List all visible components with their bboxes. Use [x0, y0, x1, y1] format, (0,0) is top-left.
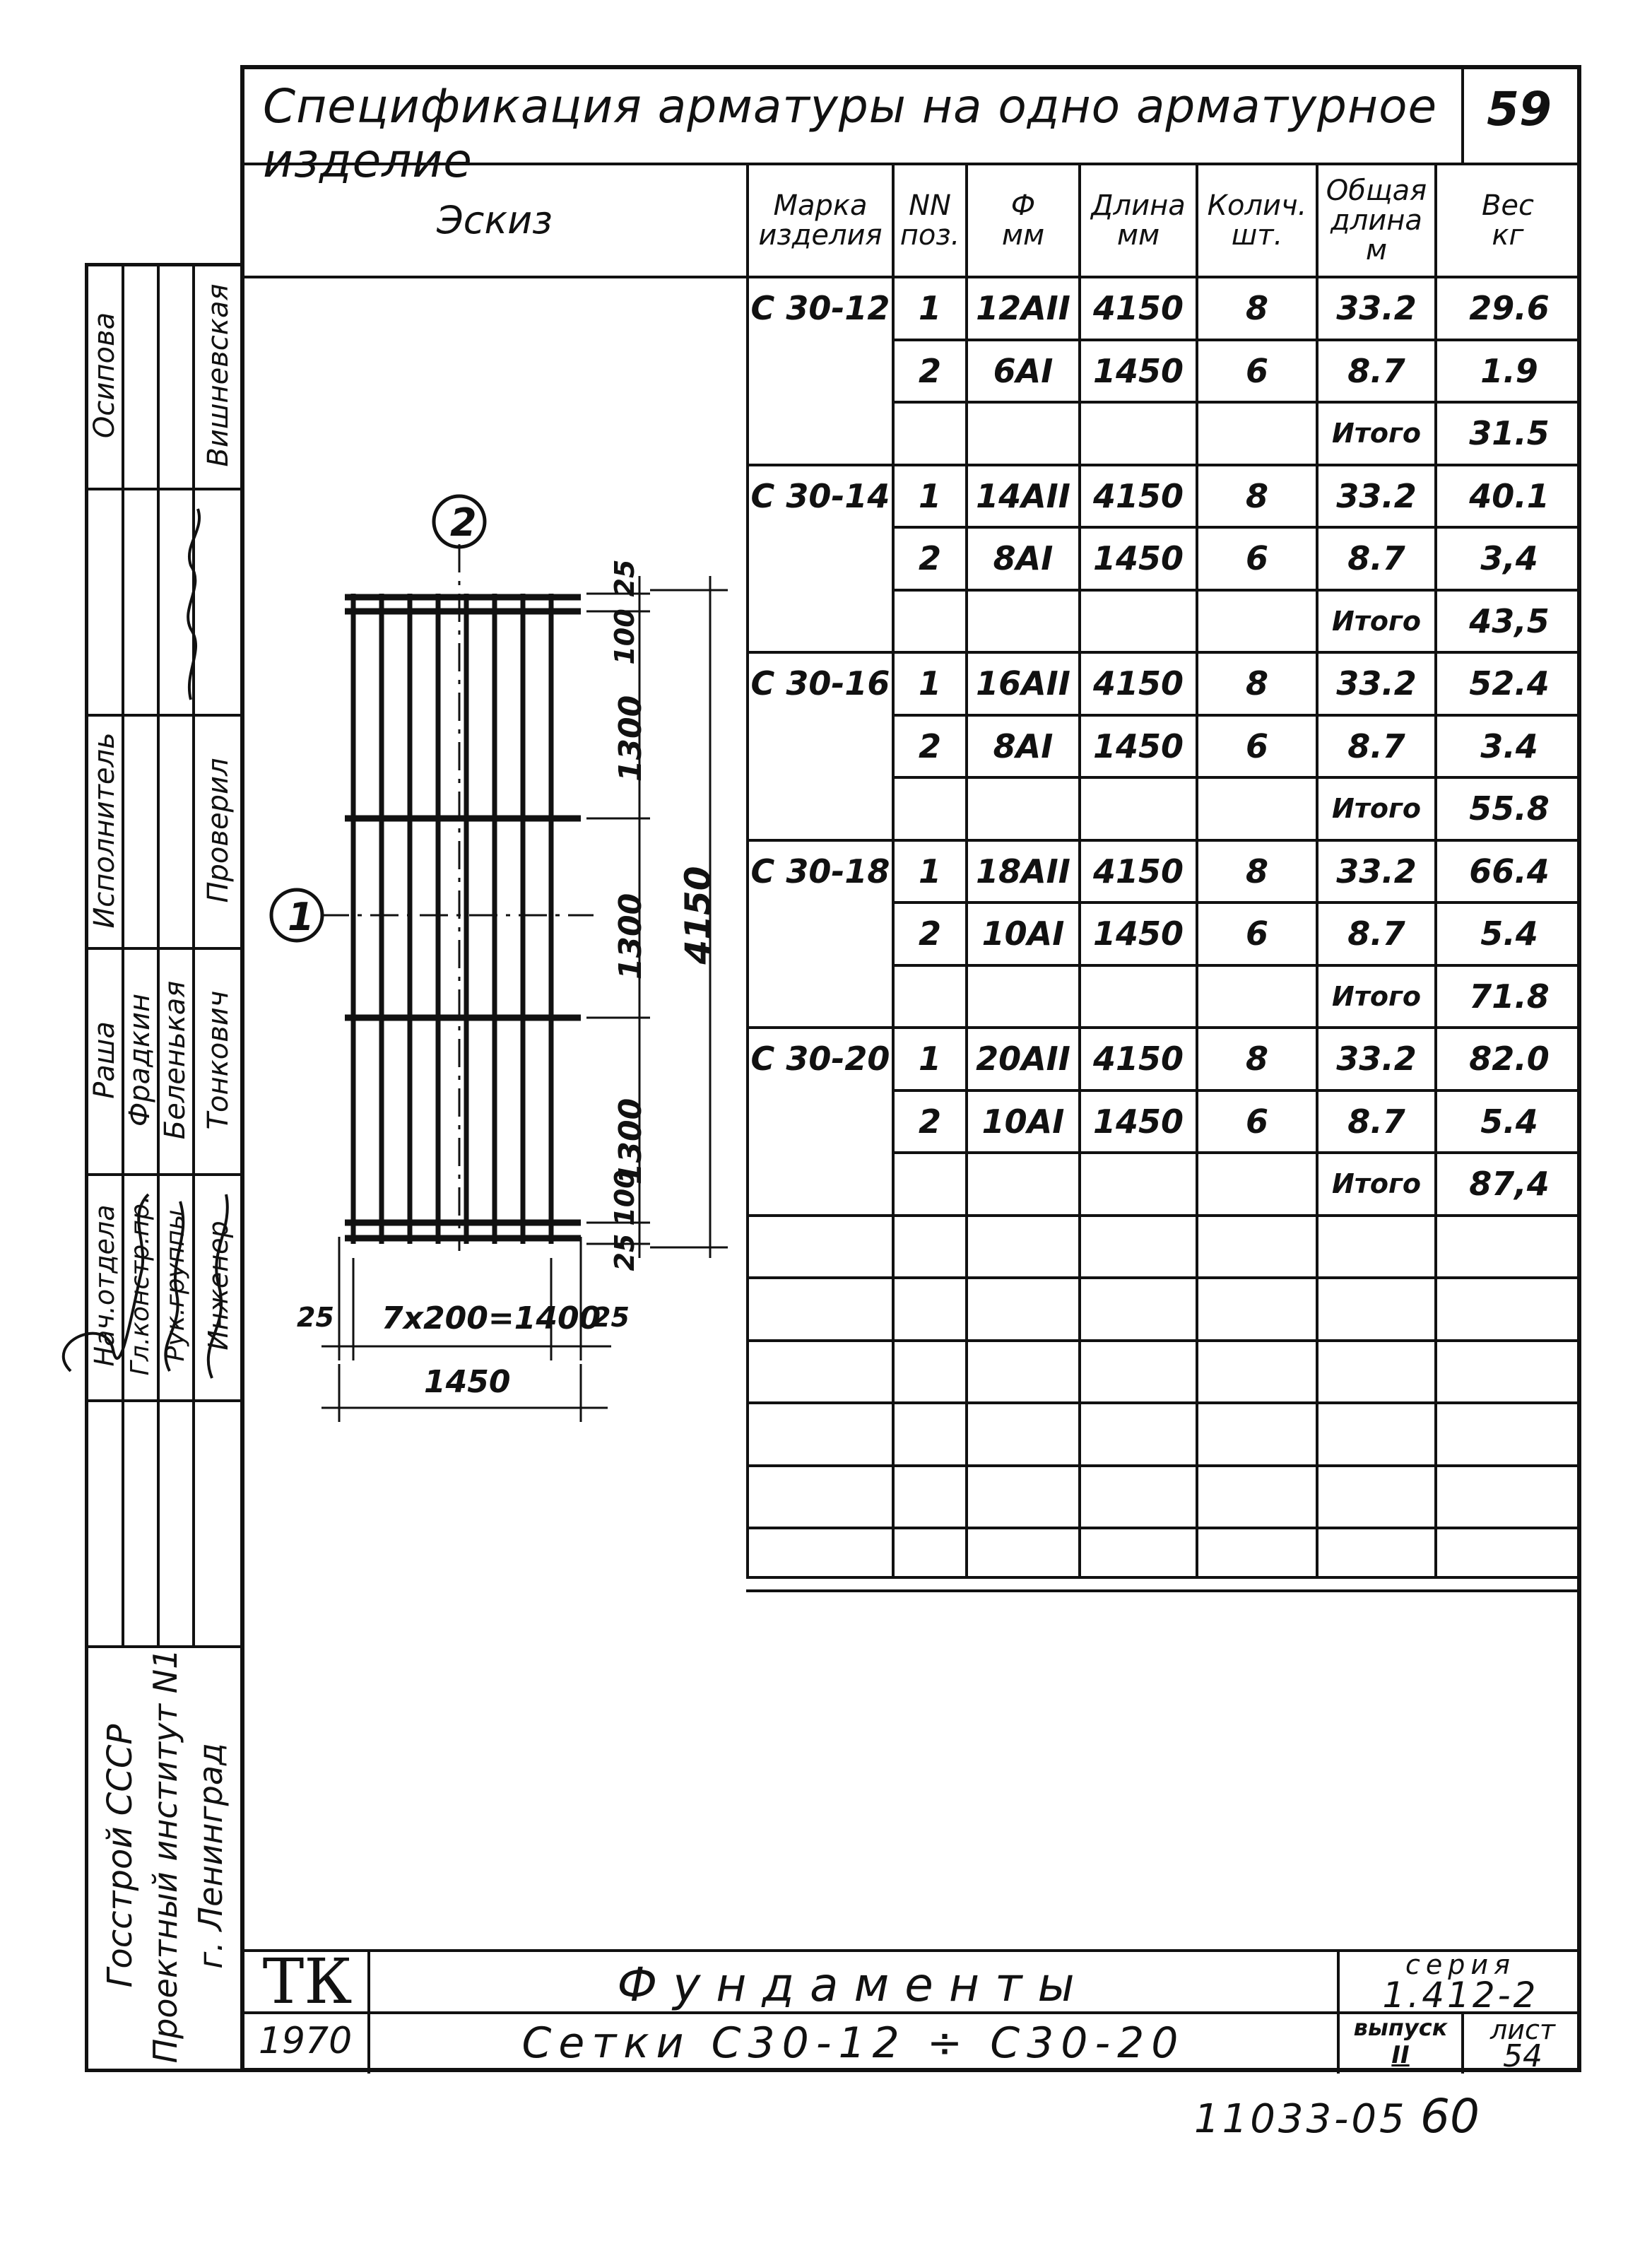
table-cell [1198, 1279, 1316, 1339]
table-cell [968, 592, 1078, 652]
table-cell [749, 1404, 892, 1464]
table-cell: 8 [1245, 476, 1268, 515]
table-cell [749, 1217, 892, 1277]
table-cell [1437, 1529, 1581, 1589]
header-pos: NN поз. [899, 189, 960, 252]
table-cell [749, 404, 892, 464]
table-cell [749, 1279, 892, 1339]
table-cell [1437, 1279, 1581, 1339]
tk-logo: ТК [262, 1945, 353, 2018]
table-cell [749, 779, 892, 839]
table-cell [1081, 1217, 1196, 1277]
stamp-org-1: Госстрой СССР [100, 1724, 140, 1988]
table-cell [895, 1217, 965, 1277]
position-1-label: 1 [288, 895, 314, 939]
table-cell: 33.2 [1336, 289, 1417, 328]
table-cell: 71.8 [1469, 977, 1550, 1016]
table-cell [749, 529, 892, 589]
stamp-name-rasha: Раша [88, 1021, 121, 1099]
stamp-name-osipova: Осипова [88, 312, 121, 439]
table-cell [749, 592, 892, 652]
table-cell [749, 904, 892, 964]
dim-4150: 4150 [678, 866, 719, 965]
table-cell [968, 404, 1078, 464]
table-cell: 2 [918, 351, 941, 390]
header-mark: Марка изделия [758, 189, 883, 252]
table-cell: Итого [1332, 418, 1421, 449]
table-cell: 52.4 [1469, 664, 1550, 703]
subject-subtitle: Сетки С30-12 ÷ С30-20 [521, 2018, 1186, 2068]
table-cell: 8 [1245, 1040, 1268, 1078]
table-cell: 6АI [993, 351, 1054, 390]
table-cell [1318, 1404, 1434, 1464]
mesh-sketch [254, 452, 749, 1442]
table-cell: 4150 [1092, 852, 1184, 890]
table-cell: 8.7 [1347, 351, 1405, 390]
table-cell: 3,4 [1480, 539, 1538, 578]
table-cell [749, 1467, 892, 1527]
table-cell: С 30-14 [750, 476, 890, 515]
table-cell [749, 1154, 892, 1214]
signatures [85, 488, 244, 714]
table-cell [1081, 592, 1196, 652]
table-cell: Итого [1332, 605, 1421, 637]
table-cell: 5.4 [1480, 915, 1538, 953]
table-cell [1198, 1342, 1316, 1402]
longitudinal-bars [353, 594, 551, 1244]
table-cell: 8.7 [1347, 727, 1405, 765]
sheet-number: 59 [1487, 82, 1552, 136]
stamp-role-checked: Проверил [202, 758, 235, 903]
table-cell [1081, 1404, 1196, 1464]
table-cell [1437, 1467, 1581, 1527]
table-cell [1081, 1467, 1196, 1527]
table-cell: 1450 [1092, 1102, 1184, 1141]
issue-label: выпуск [1353, 2014, 1448, 2041]
table-cell: 33.2 [1336, 476, 1417, 515]
table-cell: 2 [918, 539, 941, 578]
table-cell [968, 1217, 1078, 1277]
table-cell: 33.2 [1336, 1040, 1417, 1078]
table-cell: 6 [1245, 727, 1268, 765]
stamp-name-fradkin: Фрадкин [124, 993, 156, 1127]
table-cell: 8.7 [1347, 1102, 1405, 1141]
series-label: серия [1405, 1949, 1516, 1980]
table-cell: 29.6 [1469, 289, 1550, 328]
table-cell [968, 779, 1078, 839]
spec-title: Спецификация арматуры на одно арматурное изделие [263, 79, 1438, 188]
dim-1300-c: 1300 [612, 1098, 649, 1185]
table-cell: 1450 [1092, 351, 1184, 390]
series-number: 1.412-2 [1382, 1975, 1539, 2016]
table-cell [1437, 1342, 1581, 1402]
dim-100-bottom: 100 [609, 1170, 640, 1226]
table-cell: 66.4 [1469, 852, 1550, 890]
table-cell: 14АII [976, 476, 1070, 515]
table-cell [895, 779, 965, 839]
table-cell [1198, 1529, 1316, 1589]
table-cell: 8.7 [1347, 915, 1405, 953]
table-cell [895, 967, 965, 1027]
table-cell [1198, 592, 1316, 652]
table-cell [1318, 1342, 1434, 1402]
table-cell: 8 [1245, 289, 1268, 328]
table-cell [1198, 1217, 1316, 1277]
table-cell: Итого [1332, 980, 1421, 1012]
table-cell: Итого [1332, 1168, 1421, 1200]
table-cell [1437, 1404, 1581, 1464]
table-cell: С 30-12 [750, 289, 890, 328]
stamp-role-group: Рук.группы [160, 1209, 190, 1362]
stamp-role-chief: Гл.констр.пр. [125, 1195, 155, 1376]
table-cell: 1.9 [1480, 351, 1538, 390]
table-cell [1081, 1529, 1196, 1589]
table-cell: 10АI [981, 915, 1065, 953]
table-cell: 1450 [1092, 727, 1184, 765]
table-cell: С 30-18 [750, 852, 890, 890]
header-qty: Колич. шт. [1207, 189, 1307, 252]
table-cell [968, 1529, 1078, 1589]
table-cell [1198, 1404, 1316, 1464]
table-cell [968, 1342, 1078, 1402]
table-cell: 1450 [1092, 915, 1184, 953]
header-sketch: Эскиз [437, 198, 553, 242]
table-cell: 6 [1245, 1102, 1268, 1141]
table-cell: 2 [918, 915, 941, 953]
table-cell: 55.8 [1469, 789, 1550, 828]
table-cell [968, 1279, 1078, 1339]
year: 1970 [258, 2020, 353, 2062]
header-diam: Ф мм [1001, 189, 1045, 252]
dim-25-bottom: 25 [609, 1233, 640, 1271]
stamp-name-vishnevskaya: Вишневская [202, 283, 235, 467]
table-cell [895, 404, 965, 464]
stamp-name-belenkaya: Беленькая [159, 980, 191, 1140]
table-cell: 87,4 [1469, 1165, 1550, 1204]
table-cell [1081, 779, 1196, 839]
table-cell: С 30-20 [750, 1040, 890, 1078]
table-cell: 8АI [993, 727, 1054, 765]
table-cell [749, 967, 892, 1027]
table-cell: 1450 [1092, 539, 1184, 578]
table-cell: 16АII [976, 664, 1070, 703]
table-cell [749, 341, 892, 401]
table-cell: 12АII [976, 289, 1070, 328]
table-cell [1318, 1529, 1434, 1589]
table-cell: 43,5 [1469, 601, 1550, 640]
sheet-label: лист [1489, 2014, 1555, 2045]
table-cell: 6 [1245, 539, 1268, 578]
table-cell: 4150 [1092, 476, 1184, 515]
stamp-row-line [85, 1399, 244, 1402]
table-cell: 4150 [1092, 289, 1184, 328]
table-cell [1198, 1154, 1316, 1214]
table-cell: 6 [1245, 351, 1268, 390]
dim-1400: 7х200=1400 [382, 1300, 601, 1336]
dim-1450: 1450 [424, 1364, 511, 1400]
table-cell [1198, 404, 1316, 464]
table-cell: 4150 [1092, 1040, 1184, 1078]
stamp-role-head: Нач.отдела [89, 1204, 120, 1367]
table-cell [895, 1529, 965, 1589]
table-cell: 8 [1245, 664, 1268, 703]
position-2-label: 2 [450, 500, 477, 545]
table-cell: 5.4 [1480, 1102, 1538, 1141]
table-cell: 1 [918, 289, 941, 328]
table-cell [1198, 1467, 1316, 1527]
stamp-org-3: г. Ленинград [191, 1743, 230, 1969]
stamp-role-engineer: Инженер [203, 1221, 234, 1351]
table-cell [749, 1092, 892, 1152]
table-cell: 8.7 [1347, 539, 1405, 578]
header-total-length: Общая длина м [1326, 175, 1427, 266]
table-cell: 4150 [1092, 664, 1184, 703]
table-cell [1081, 967, 1196, 1027]
stamp-name-tonkovich: Тонкович [202, 990, 235, 1130]
table-cell: 1 [918, 476, 941, 515]
table-cell: Итого [1332, 793, 1421, 825]
header-weight: Вес кг [1481, 189, 1535, 252]
table-cell: 6 [1245, 915, 1268, 953]
table-row-line [746, 1589, 1581, 1592]
issue-number: II [1391, 2041, 1410, 2069]
table-cell [895, 1467, 965, 1527]
table-cell [895, 1154, 965, 1214]
table-cell [749, 1529, 892, 1589]
table-cell [1198, 967, 1316, 1027]
table-cell [1318, 1217, 1434, 1277]
table-cell [968, 967, 1078, 1027]
header-length: Длина мм [1091, 189, 1186, 252]
table-cell: 2 [918, 727, 941, 765]
table-cell [1081, 1279, 1196, 1339]
table-cell: 10АI [981, 1102, 1065, 1141]
dim-25-right: 25 [592, 1302, 630, 1333]
table-cell: 82.0 [1469, 1040, 1550, 1078]
table-cell: С 30-16 [750, 664, 890, 703]
table-cell: 31.5 [1469, 414, 1550, 453]
table-cell [1081, 404, 1196, 464]
table-cell: 2 [918, 1102, 941, 1141]
table-cell: 8 [1245, 852, 1268, 890]
table-cell [968, 1154, 1078, 1214]
table-cell: 40.1 [1469, 476, 1550, 515]
dim-25-left: 25 [297, 1302, 334, 1333]
table-cell [1437, 1217, 1581, 1277]
dim-1300-a: 1300 [612, 695, 649, 782]
table-cell: 33.2 [1336, 852, 1417, 890]
table-cell [895, 1279, 965, 1339]
footer-code: 11033-05 [1194, 2096, 1408, 2142]
table-cell: 20АII [976, 1040, 1070, 1078]
dim-1300-b: 1300 [612, 893, 649, 980]
table-cell: 3.4 [1480, 727, 1538, 765]
table-cell [1081, 1154, 1196, 1214]
table-cell: 1 [918, 664, 941, 703]
subject-title: Фундаменты [617, 1958, 1090, 2012]
table-cell [1198, 779, 1316, 839]
sheet-value: 54 [1503, 2038, 1542, 2074]
table-cell [968, 1404, 1078, 1464]
stamp-role-executor: Исполнитель [88, 732, 121, 929]
table-cell [749, 1342, 892, 1402]
dim-100-top: 100 [609, 608, 640, 665]
table-cell [749, 717, 892, 777]
table-cell [895, 1404, 965, 1464]
table-cell [968, 1467, 1078, 1527]
table-cell: 18АII [976, 852, 1070, 890]
table-cell [895, 592, 965, 652]
table-cell [1318, 1279, 1434, 1339]
table-cell [1318, 1467, 1434, 1527]
table-cell [1081, 1342, 1196, 1402]
stamp-org-2: Проектный институт N1 [146, 1648, 184, 2064]
table-cell: 8АI [993, 539, 1054, 578]
table-cell [895, 1342, 965, 1402]
footer-page: 60 [1420, 2089, 1480, 2144]
table-cell: 1 [918, 1040, 941, 1078]
table-cell: 1 [918, 852, 941, 890]
table-cell: 33.2 [1336, 664, 1417, 703]
dim-25-top: 25 [609, 559, 640, 597]
